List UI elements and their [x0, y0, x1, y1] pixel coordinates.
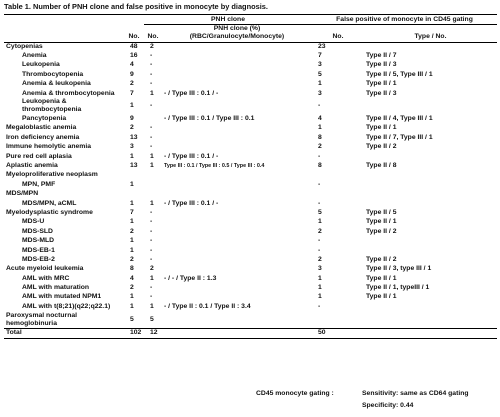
table-row — [4, 42, 497, 51]
row-fp-no: 3 — [318, 89, 322, 97]
row-pnh-no: - — [150, 208, 153, 216]
row-fp-type: Type II / 1 — [366, 218, 397, 226]
row-label: Thrombocytopenia — [22, 70, 84, 78]
table-row — [4, 312, 497, 329]
table-row — [4, 70, 497, 79]
row-fp-no: 3 — [318, 61, 322, 69]
table-row — [4, 199, 497, 208]
row-no: 2 — [130, 80, 134, 88]
row-fp-type: Type II / 8 — [366, 161, 397, 169]
row-pnh-percent — [162, 70, 312, 79]
row-pnh-no: 1 — [150, 274, 154, 282]
row-fp-type: Type II / 5 — [366, 208, 397, 216]
row-fp-no: 2 — [318, 143, 322, 151]
row-no: 1 — [130, 180, 134, 188]
row-pnh-percent — [162, 133, 312, 142]
row-no — [124, 171, 144, 180]
row-pnh-percent: - / Type III : 0.1 / - — [164, 199, 219, 207]
row-label: Anemia — [22, 52, 47, 60]
row-fp-no: 1 — [318, 80, 322, 88]
row-pnh-percent — [162, 227, 312, 236]
row-label: Cytopenias — [6, 42, 43, 50]
row-no: 1 — [130, 102, 134, 110]
row-label: Anemia & thrombocytopenia — [22, 89, 115, 97]
row-pnh-percent: Type III : 0.1 / Type III : 0.5 / Type III : 0.4 — [164, 162, 265, 169]
row-label: MDS-EB-1 — [22, 246, 55, 254]
row-fp-no: 2 — [318, 227, 322, 235]
row-label: Pancytopenia — [22, 115, 67, 123]
row-fp-type — [364, 98, 497, 114]
table-row — [4, 255, 497, 264]
row-fp-type — [364, 236, 497, 245]
row-pnh-no: - — [150, 102, 153, 110]
row-label: Leukopenia & thrombocytopenia — [22, 98, 82, 114]
row-no: 7 — [130, 208, 134, 216]
row-label: Pure red cell aplasia — [6, 152, 72, 160]
row-no: 1 — [130, 302, 134, 310]
footer-sensitivity: Sensitivity: same as CD64 gating — [362, 390, 469, 397]
row-fp-no: 2 — [318, 255, 322, 263]
row-pnh-no: 2 — [150, 265, 154, 273]
table-row — [4, 114, 497, 123]
total-row — [4, 328, 497, 338]
row-no: 3 — [130, 143, 134, 151]
row-pnh-percent: - / - / Type II : 1.3 — [164, 274, 217, 282]
row-fp-no: 5 — [318, 70, 322, 78]
table-row — [4, 180, 497, 189]
row-pnh-no — [144, 171, 162, 180]
row-fp-no: 3 — [318, 265, 322, 273]
row-pnh-no: - — [150, 284, 153, 292]
row-fp-no: 8 — [318, 133, 322, 141]
table-row — [4, 227, 497, 236]
row-fp-no: - — [318, 246, 321, 254]
row-label: Paroxysmal nocturnal hemoglobinuria — [6, 311, 78, 327]
row-pnh-no: 5 — [150, 315, 154, 323]
row-fp-no: - — [318, 152, 321, 160]
row-no: 2 — [130, 124, 134, 132]
row-pnh-percent — [162, 236, 312, 245]
table-row — [4, 152, 497, 161]
row-no: 9 — [130, 70, 134, 78]
row-pnh-no: - — [150, 246, 153, 254]
row-pnh-no: - — [150, 61, 153, 69]
row-fp-type: Type II / 2 — [366, 255, 397, 263]
row-fp-type: Type II / 5, Type III / 1 — [366, 70, 433, 78]
row-fp-type: Type II / 4, Type III / 1 — [366, 115, 433, 123]
row-pnh-percent — [162, 124, 312, 133]
row-pnh-percent: - / Type II : 0.1 / Type II : 3.4 — [164, 302, 251, 310]
row-pnh-no: - — [150, 52, 153, 60]
row-fp-type: Type II / 3 — [366, 89, 397, 97]
row-no: 7 — [130, 89, 134, 97]
row-fp-no: - — [318, 102, 321, 110]
row-pnh-no: - — [150, 227, 153, 235]
table-row — [4, 274, 497, 283]
row-label: MPN, PMF — [22, 180, 56, 188]
row-pnh-percent — [162, 218, 312, 227]
row-fp-type: Type II / 7 — [366, 52, 397, 60]
row-pnh-no: 2 — [150, 42, 154, 50]
row-no: 2 — [130, 227, 134, 235]
row-pnh-no: 1 — [150, 89, 154, 97]
row-fp-no — [312, 189, 364, 198]
row-label: Myelodysplastic syndrome — [6, 208, 93, 216]
table-caption: Table 1. Number of PNH clone and false positive in monocyte by diagnosis. — [4, 2, 268, 11]
row-no: 8 — [130, 265, 134, 273]
row-pnh-no — [144, 189, 162, 198]
row-fp-type — [364, 312, 497, 329]
row-fp-no: - — [318, 180, 321, 188]
row-pnh-percent — [162, 246, 312, 255]
row-label: Leukopenia — [22, 61, 60, 69]
row-pnh-percent — [162, 51, 312, 60]
row-pnh-percent — [162, 143, 312, 152]
row-no — [124, 189, 144, 198]
row-label: MDS-SLD — [22, 227, 53, 235]
row-no: 13 — [130, 161, 138, 169]
row-no: 4 — [130, 274, 134, 282]
row-label: Myeloproliferative neoplasm — [6, 171, 98, 179]
table-row — [4, 133, 497, 142]
header-pnh-clone: PNH clone — [144, 15, 312, 25]
row-pnh-no: - — [150, 237, 153, 245]
total-fp-no: 50 — [312, 328, 364, 338]
row-fp-type — [364, 42, 497, 51]
row-fp-type: Type II / 1, typeIII / 1 — [366, 284, 430, 292]
row-pnh-percent — [162, 293, 312, 302]
row-pnh-no: - — [150, 70, 153, 78]
table-row — [4, 189, 497, 198]
header-fp-no: No. — [312, 33, 364, 42]
row-label: AML with MRC — [22, 274, 70, 282]
row-fp-no: - — [318, 302, 321, 310]
row-fp-no: - — [318, 237, 321, 245]
row-label: MDS-EB-2 — [22, 255, 55, 263]
row-pnh-no: - — [150, 133, 153, 141]
row-pnh-percent: - / Type III : 0.1 / - — [164, 89, 219, 97]
footer-specificity: Specificity: 0.44 — [362, 402, 414, 409]
row-no: 1 — [130, 246, 134, 254]
total-pnh-no: 12 — [144, 328, 162, 338]
row-pnh-no: 1 — [150, 161, 154, 169]
row-no: 2 — [130, 255, 134, 263]
row-no: 16 — [130, 52, 138, 60]
row-pnh-percent — [162, 98, 312, 114]
row-pnh-percent — [162, 283, 312, 292]
header-pnh-percent: PNH clone (%) — [213, 25, 261, 32]
table-row — [4, 89, 497, 98]
row-fp-no: 1 — [318, 284, 322, 292]
total-no: 102 — [124, 328, 144, 338]
row-fp-type — [364, 152, 497, 161]
row-pnh-no: - — [150, 293, 153, 301]
row-pnh-percent — [162, 80, 312, 89]
row-pnh-percent — [162, 265, 312, 274]
row-fp-no: - — [318, 199, 321, 207]
row-label: AML with mutated NPM1 — [22, 293, 102, 301]
table-row — [4, 265, 497, 274]
row-fp-type: Type II / 2 — [366, 143, 397, 151]
row-fp-no: 7 — [318, 52, 322, 60]
row-pnh-percent — [162, 42, 312, 51]
table-body — [4, 42, 497, 338]
table-row — [4, 208, 497, 217]
row-label: Megaloblastic anemia — [6, 124, 77, 132]
row-fp-type — [364, 302, 497, 311]
row-fp-type: Type II / 3 — [366, 61, 397, 69]
total-label: Total — [4, 328, 124, 338]
row-pnh-no: 1 — [150, 152, 154, 160]
row-pnh-percent — [162, 171, 312, 180]
table-row — [4, 171, 497, 180]
row-no: 1 — [130, 199, 134, 207]
row-label: MDS/MPN — [6, 190, 39, 198]
row-pnh-no: - — [150, 124, 153, 132]
row-pnh-no: - — [150, 80, 153, 88]
row-fp-no: 5 — [318, 208, 322, 216]
row-pnh-no: 1 — [150, 302, 154, 310]
row-fp-type — [364, 180, 497, 189]
table-row — [4, 246, 497, 255]
table-row — [4, 293, 497, 302]
row-fp-type: Type II / 3, type III / 1 — [366, 265, 432, 273]
row-pnh-percent — [162, 255, 312, 264]
table-row — [4, 80, 497, 89]
row-pnh-no — [144, 114, 162, 123]
table-row — [4, 283, 497, 292]
row-label: Anemia & leukopenia — [22, 80, 91, 88]
row-label: AML with maturation — [22, 284, 90, 292]
row-label: AML with t(8;21)(q22;q22.1) — [22, 302, 111, 310]
header-false-positive: False positive of monocyte in CD45 gating — [312, 15, 497, 25]
row-no: 13 — [130, 133, 138, 141]
pnh-table — [4, 14, 497, 339]
row-fp-no: 4 — [318, 115, 322, 123]
row-pnh-no: - — [150, 218, 153, 226]
row-no: 1 — [130, 237, 134, 245]
table-row — [4, 302, 497, 311]
row-pnh-no: 1 — [150, 199, 154, 207]
table-row — [4, 218, 497, 227]
row-pnh-no — [144, 180, 162, 189]
row-no: 5 — [130, 315, 134, 323]
row-fp-type: Type II / 1 — [366, 80, 397, 88]
row-pnh-percent: - / Type III : 0.1 / - — [164, 152, 219, 160]
row-no: 4 — [130, 61, 134, 69]
row-label: MDS/MPN, aCML — [22, 199, 77, 207]
header-no: No. — [124, 33, 144, 42]
row-no: 9 — [130, 115, 134, 123]
row-fp-type: Type II / 1 — [366, 124, 397, 132]
row-fp-no: 8 — [318, 161, 322, 169]
row-fp-type — [364, 189, 497, 198]
row-fp-type: Type II / 2 — [366, 227, 397, 235]
table-row — [4, 98, 497, 114]
row-label: MDS-MLD — [22, 237, 55, 245]
row-no: 48 — [130, 42, 138, 50]
row-fp-type — [364, 199, 497, 208]
row-pnh-percent — [162, 61, 312, 70]
row-pnh-percent — [162, 208, 312, 217]
table-row — [4, 161, 497, 170]
row-fp-type: Type II / 1 — [366, 293, 397, 301]
row-no: 1 — [130, 218, 134, 226]
row-fp-no: 1 — [318, 293, 322, 301]
row-pnh-no: - — [150, 255, 153, 263]
row-pnh-percent: - / Type III : 0.1 / Type III : 0.1 — [164, 115, 255, 123]
row-label: Aplastic anemia — [6, 161, 58, 169]
header-pnh-no: No. — [144, 33, 162, 42]
row-label: Immune hemolytic anemia — [6, 143, 91, 151]
header-type-no: Type / No. — [364, 33, 497, 42]
row-fp-type — [364, 171, 497, 180]
row-no: 1 — [130, 152, 134, 160]
row-pnh-percent — [162, 180, 312, 189]
row-fp-no: 23 — [318, 42, 326, 50]
row-label: MDS-U — [22, 218, 45, 226]
table-row — [4, 61, 497, 70]
header-pnh-percent-detail: (RBC/Granulocyte/Monocyte) — [162, 33, 312, 42]
row-fp-type: Type II / 1 — [366, 274, 397, 282]
row-fp-type — [364, 246, 497, 255]
row-pnh-percent — [162, 189, 312, 198]
row-fp-no — [312, 171, 364, 180]
row-no: 2 — [130, 284, 134, 292]
row-fp-type: Type II / 7, Type III / 1 — [366, 133, 433, 141]
row-fp-no: 1 — [318, 274, 322, 282]
row-fp-no: 1 — [318, 124, 322, 132]
total-pnh-percent — [162, 328, 312, 338]
total-fp-type — [364, 328, 497, 338]
row-fp-no: 1 — [318, 218, 322, 226]
footer-gating: CD45 monocyte gating : — [256, 390, 334, 397]
header-blank-no — [124, 15, 144, 25]
row-label: Acute myeloid leukemia — [6, 265, 84, 273]
table-row — [4, 124, 497, 133]
row-pnh-percent — [162, 312, 312, 329]
row-no: 1 — [130, 293, 134, 301]
table-row — [4, 51, 497, 60]
row-fp-no — [312, 312, 364, 329]
row-pnh-no: - — [150, 143, 153, 151]
table-row — [4, 143, 497, 152]
table-row — [4, 236, 497, 245]
row-label: Iron deficiency anemia — [6, 133, 80, 141]
header-blank — [4, 15, 124, 25]
